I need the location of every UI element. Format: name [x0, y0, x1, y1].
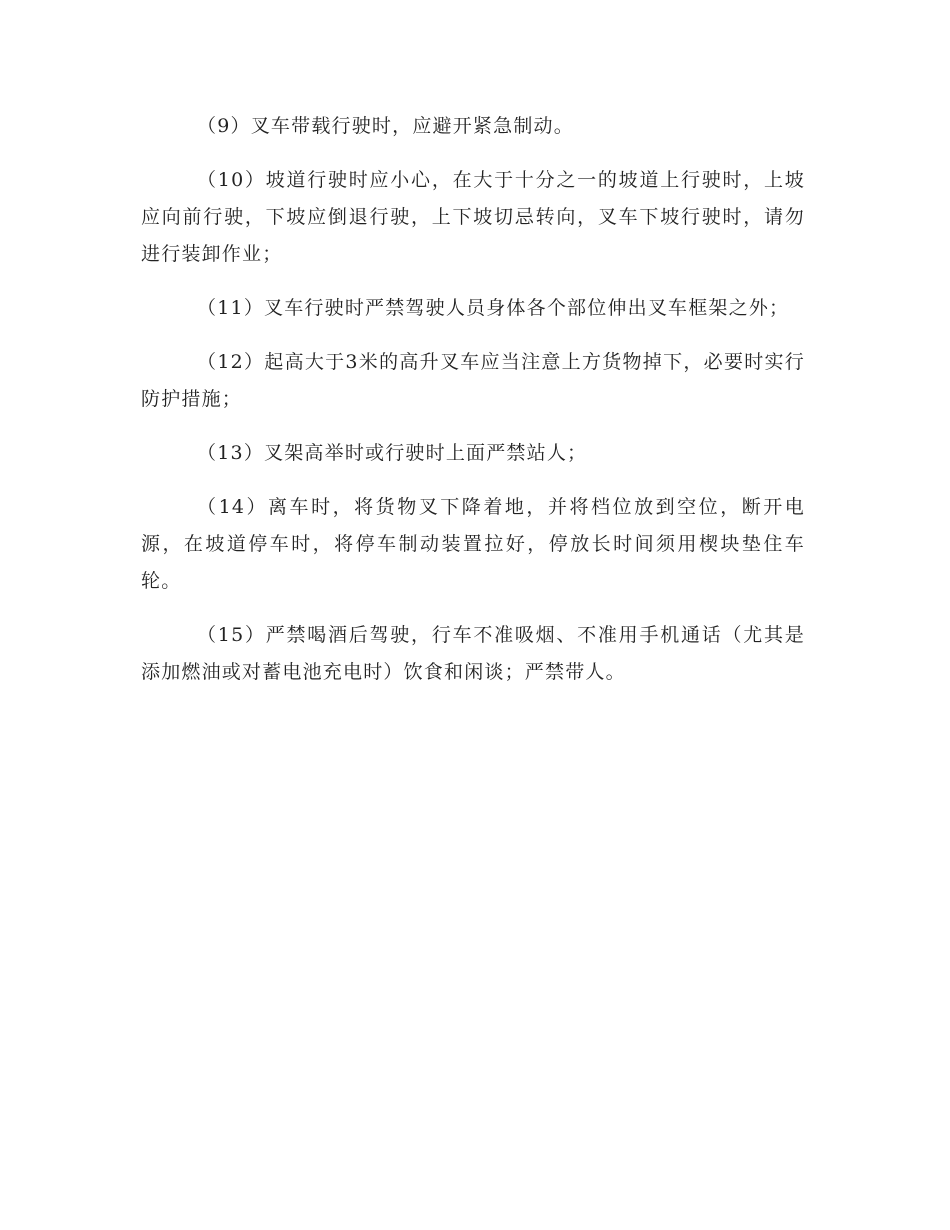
- paragraph-item-10: （10）坡道行驶时应小心，在大于十分之一的坡道上行驶时，上坡应向前行驶，下坡应倒退行驶，上下坡切忌转向，叉车下坡行驶时，请勿进行装卸作业；: [141, 169, 805, 265]
- paragraph-item-9: （9）叉车带载行驶时，应避开紧急制动。: [197, 115, 574, 137]
- paragraph-item-15: （15）严禁喝酒后驾驶，行车不准吸烟、不准用手机通话（尤其是添加燃油或对蓄电池充电时）饮食和闲谈；严禁带人。: [141, 624, 805, 683]
- paragraph-item-11: （11）叉车行驶时严禁驾驶人员身体各个部位伸出叉车框架之外；: [197, 297, 790, 319]
- paragraph-item-14: （14）离车时，将货物叉下降着地，并将档位放到空位，断开电源，在坡道停车时，将停车制动装置拉好，停放长时间须用楔块垫住车轮。: [141, 496, 805, 592]
- document-body: [141, 108, 805, 708]
- paragraph-item-12: （12）起高大于3米的高升叉车应当注意上方货物掉下，必要时实行防护措施；: [141, 351, 805, 410]
- paragraph-item-13: （13）叉架高举时或行驶时上面严禁站人；: [197, 442, 588, 464]
